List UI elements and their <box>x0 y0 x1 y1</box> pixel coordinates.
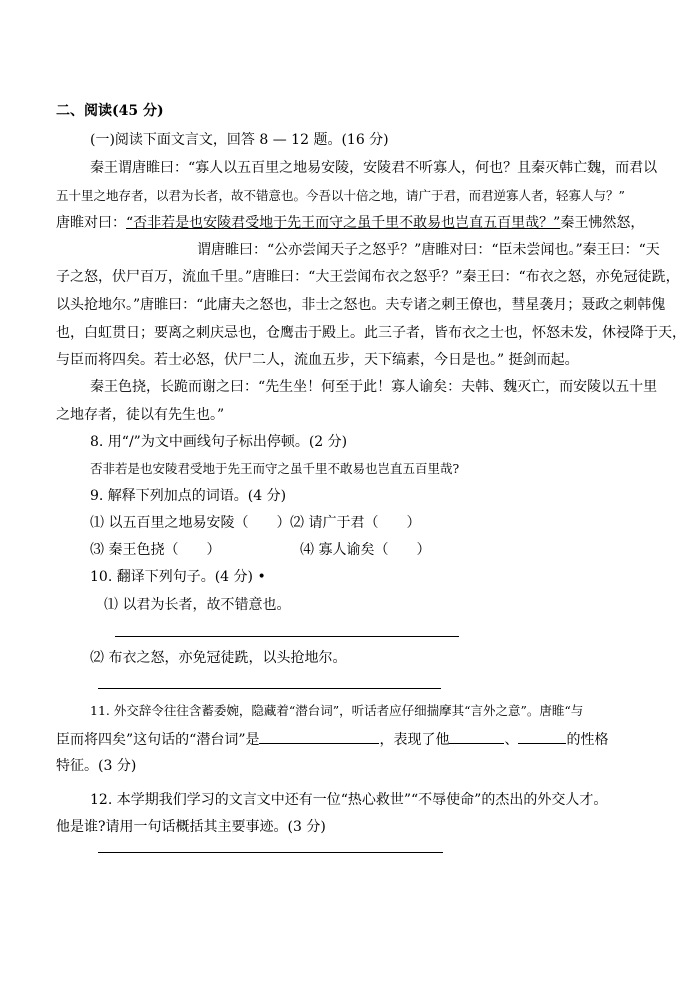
passage-line: 之地存者，徒以有先生也。” <box>56 407 225 423</box>
passage-line: 秦王色挠，长跪而谢之曰：“先生坐！何至于此！寡人谕矣：夫韩、魏灭亡，而安陵以五十里 <box>90 379 658 395</box>
question-10: 10. 翻译下列句子。(4 分) • <box>90 569 266 585</box>
passage-line: 五十里之地存者，以君为长者，故不错意也。今吾以十倍之地，请广于君，而君逆寡人者，轻寡人与？” <box>56 188 625 203</box>
section-title: 二、阅读(45 分) <box>56 103 164 119</box>
question-11-text-c: 、 <box>504 732 519 748</box>
question-11-text-b: ，表现了他 <box>379 732 450 748</box>
underlined-sentence: “否非若是也安陵君受地于先王而守之虽千里不敢易也岂直五百里哉？” <box>126 215 561 231</box>
passage-line-prefix: 唐睢对曰： <box>56 215 126 231</box>
question-9-item-3: ⑶ 秦王色挠（ ） <box>90 542 221 558</box>
question-11-text-d: 的性格 <box>566 732 609 748</box>
passage-line: 也，白虹贯日；要离之刺庆忌也，仓鹰击于殿上。此三子者，皆布衣之士也，怀怒未发，休祲降于天， <box>56 325 686 341</box>
question-12-line: 12. 本学期我们学习的文言文中还有一位“热心救世”“不辱使命”的杰出的外交人才。 <box>90 792 608 808</box>
answer-line[interactable] <box>115 636 459 637</box>
passage-line: 秦王谓唐睢曰：“寡人以五百里之地易安陵，安陵君不听寡人，何也？且秦灭韩亡魏，而君以 <box>90 160 658 176</box>
question-11-text-a: 臣而将四矣”这句话的“潜台词”是 <box>56 732 260 748</box>
question-9-item-4: ⑷ 寡人谕矣（ ） <box>300 542 431 558</box>
answer-line[interactable] <box>98 852 443 853</box>
question-12-line: 他是谁?请用一句话概括其主要事迹。(3 分) <box>56 819 326 835</box>
question-8: 8. 用“/”为文中画线句子标出停顿。(2 分) <box>90 434 348 450</box>
passage-line: 与臣而将四矣。若士必怒，伏尸二人，流血五步，天下缟素，今日是也。” 挺剑而起。 <box>56 352 579 368</box>
question-9: 9. 解释下列加点的词语。(4 分) <box>90 488 287 504</box>
question-9-item-2: ⑵ 请广于君（ ） <box>290 515 421 531</box>
passage-line: 以头抢地尔。”唐睢曰：“此庸夫之怒也，非士之怒也。夫专诸之刺王僚也，彗星袭月；聂政之刺韩傀 <box>56 297 666 313</box>
question-9-item-1: ⑴ 以五百里之地易安陵（ ） <box>90 515 291 531</box>
question-10-item-1: ⑴ 以君为长者，故不错意也。 <box>104 597 291 613</box>
part1-instruction: (一)阅读下面文言文，回答 8 — 12 题。(16 分) <box>90 132 389 148</box>
answer-blank[interactable] <box>259 729 379 744</box>
question-11-line <box>56 729 608 750</box>
question-8-sentence: 否非若是也安陵君受地于先王而守之虽千里不敢易也岂直五百里哉? <box>90 461 460 476</box>
passage-line: 子之怒，伏尸百万，流血千里。”唐睢曰：“大王尝闻布衣之怒乎？”秦王曰：“布衣之怒，亦免冠徒跣， <box>56 269 680 285</box>
question-11-line: 11. 外交辞令往往含蓄委婉，隐藏着“潜台词”，听话者应仔细揣摩其“言外之意”。唐睢“与 <box>90 703 584 718</box>
answer-blank[interactable] <box>449 729 504 744</box>
question-11-line: 特征。(3 分) <box>56 758 137 774</box>
passage-line <box>56 213 644 233</box>
passage-line: 谓唐睢曰：“公亦尝闻天子之怒乎？”唐睢对曰：“臣未尝闻也。”秦王曰：“天 <box>197 242 660 258</box>
answer-blank[interactable] <box>518 729 566 744</box>
passage-line-suffix: 秦王怫然怒， <box>560 215 645 231</box>
answer-line[interactable] <box>98 688 441 689</box>
question-10-item-2: ⑵ 布衣之怒，亦免冠徒跣，以头抢地尔。 <box>90 650 347 666</box>
